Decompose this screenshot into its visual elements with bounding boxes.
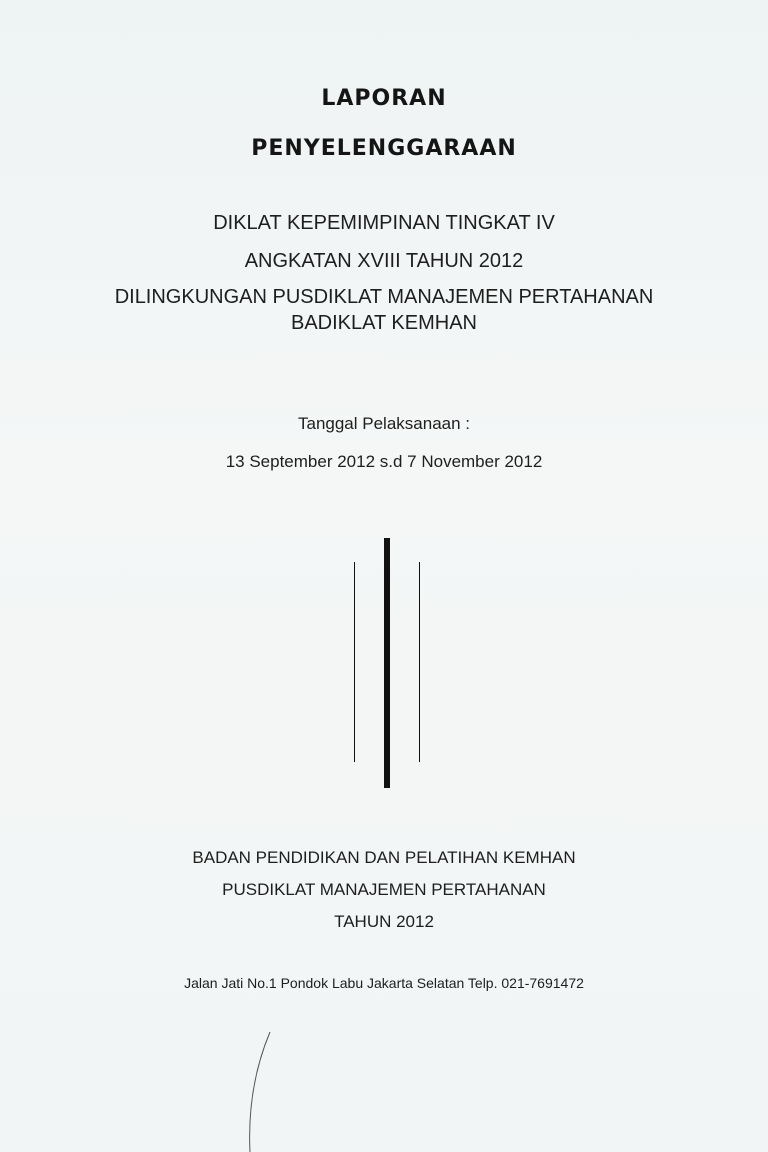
- subtitle-line-1: DIKLAT KEPEMIMPINAN TINGKAT IV: [213, 212, 555, 234]
- center-thick-line: [384, 538, 390, 788]
- schedule-label: Tanggal Pelaksanaan :: [297, 414, 471, 433]
- schedule-dates: 13 September 2012 s.d 7 November 2012: [225, 452, 543, 471]
- right-thin-line: [419, 562, 420, 762]
- address: Jalan Jati No.1 Pondok Labu Jakarta Selatan Telp. 021-7691472: [184, 975, 584, 991]
- subtitle-line-4: BADIKLAT KEMHAN: [291, 312, 477, 334]
- title-line-1: LAPORAN: [321, 86, 447, 111]
- subtitle-line-3: DILINGKUNGAN PUSDIKLAT MANAJEMEN PERTAHANAN: [114, 286, 654, 308]
- institution-line-3: TAHUN 2012: [334, 912, 434, 931]
- institution-line-2: PUSDIKLAT MANAJEMEN PERTAHANAN: [222, 880, 546, 899]
- title-line-2: PENYELENGGARAAN: [251, 136, 517, 161]
- institution-line-1: BADAN PENDIDIKAN DAN PELATIHAN KEMHAN: [192, 848, 576, 867]
- pen-mark: [240, 1030, 280, 1152]
- left-thin-line: [354, 562, 355, 762]
- subtitle-line-2: ANGKATAN XVIII TAHUN 2012: [244, 250, 524, 272]
